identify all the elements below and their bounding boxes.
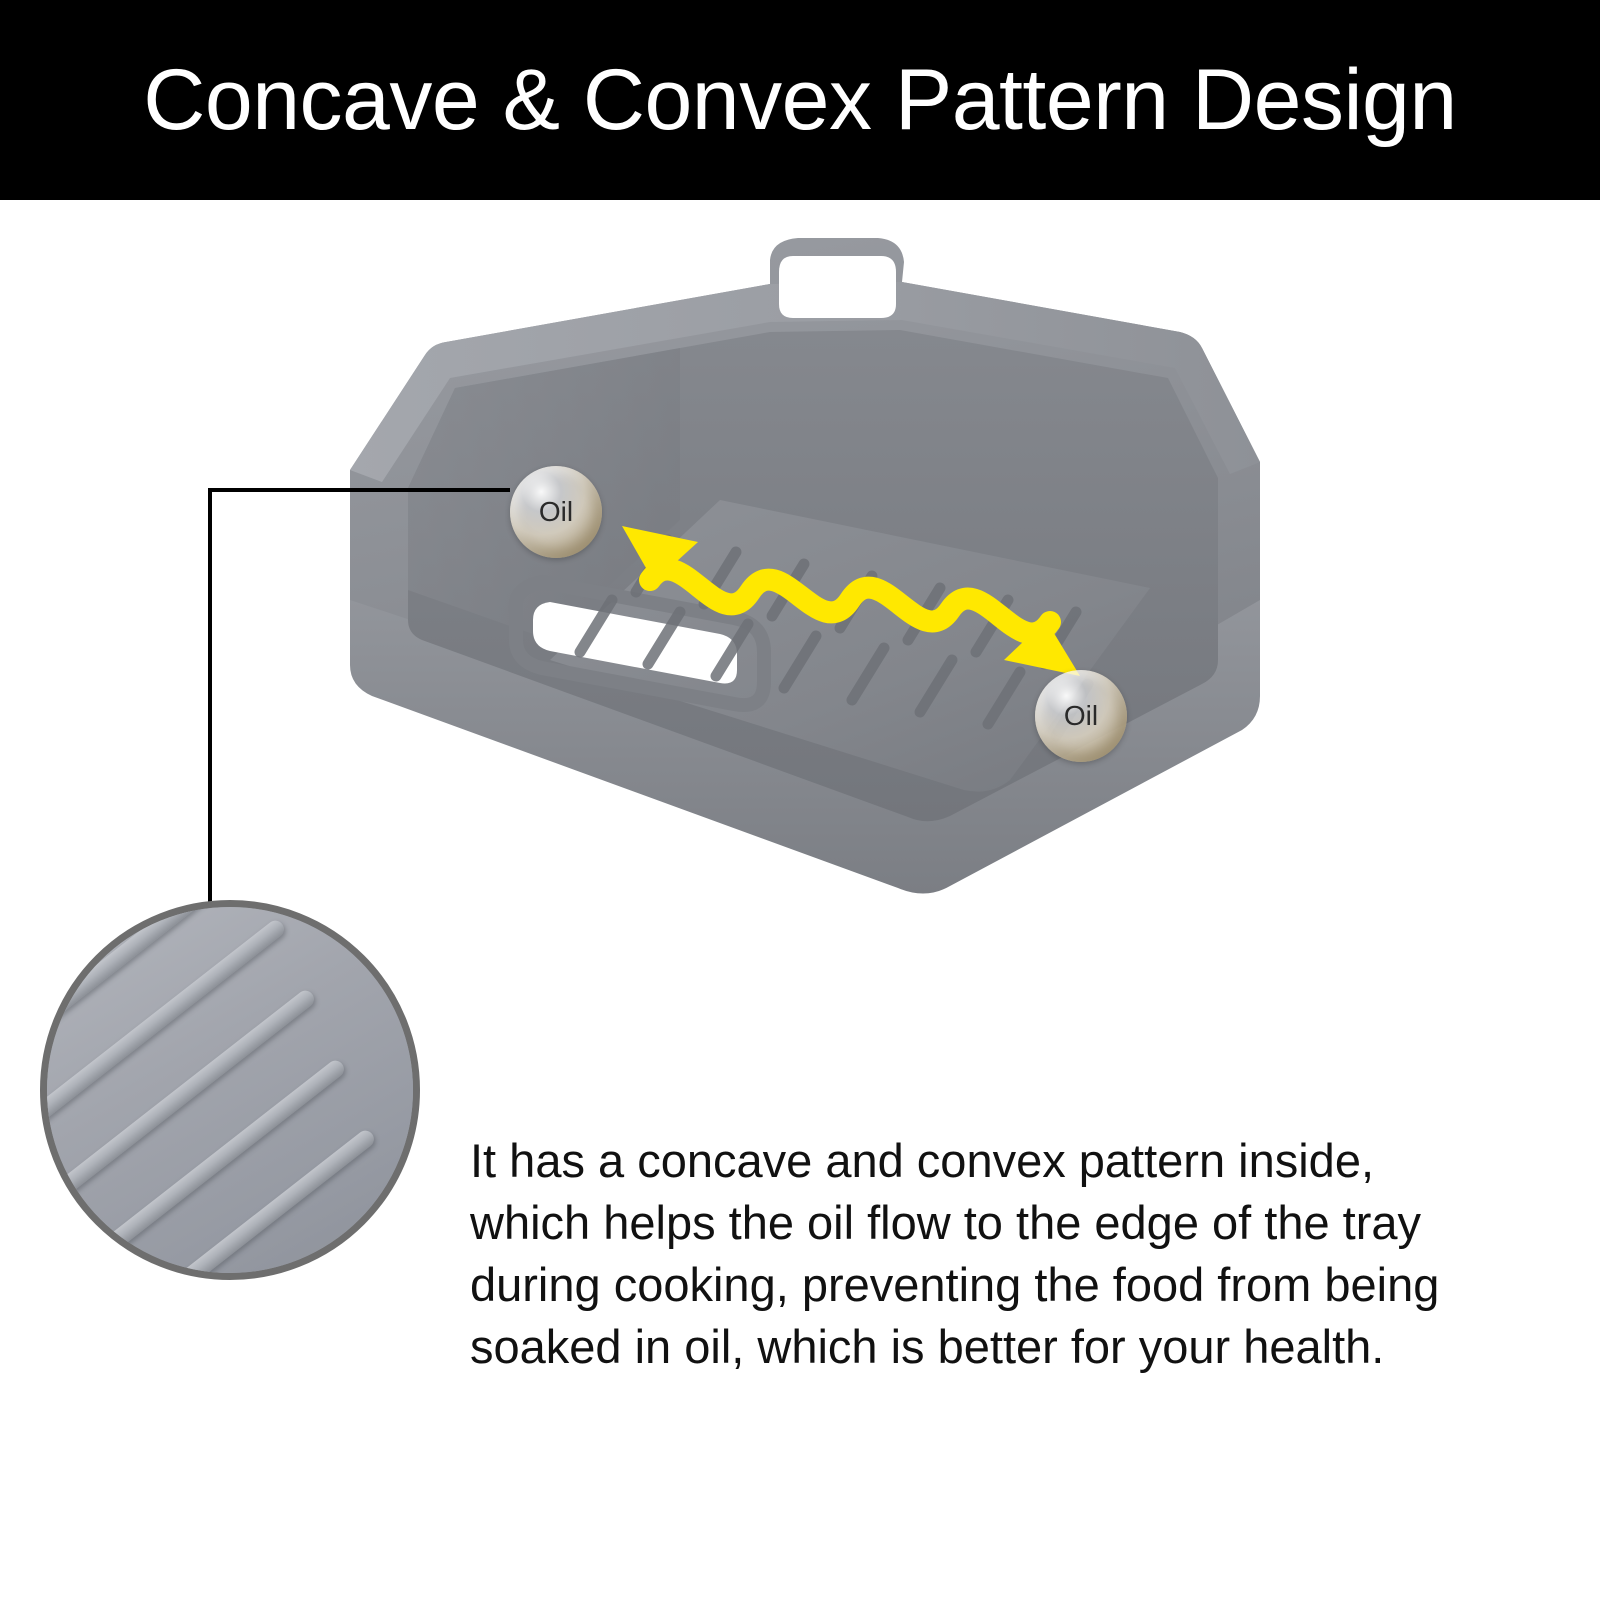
zoom-detail-surface xyxy=(47,907,413,1273)
header-banner xyxy=(0,0,1600,200)
ridge-line xyxy=(77,1057,348,1274)
description-text xyxy=(470,1130,1480,1378)
ridge-line xyxy=(47,987,318,1204)
zoom-detail-circle xyxy=(40,900,420,1280)
description-paragraph: It has a concave and convex pattern inside, which helps the oil flow to the edge of the tray during cooking, preventing the food from being soaked in oil, which is better for your health. xyxy=(470,1134,1440,1374)
page-title: Concave & Convex Pattern Design xyxy=(143,52,1457,148)
oil-droplet-label-right xyxy=(1035,670,1127,762)
illustration-area xyxy=(0,200,1600,1600)
ridge-line xyxy=(40,900,257,1064)
oil-label-text: Oil xyxy=(538,496,574,527)
oil-label-text: Oil xyxy=(1063,700,1099,731)
